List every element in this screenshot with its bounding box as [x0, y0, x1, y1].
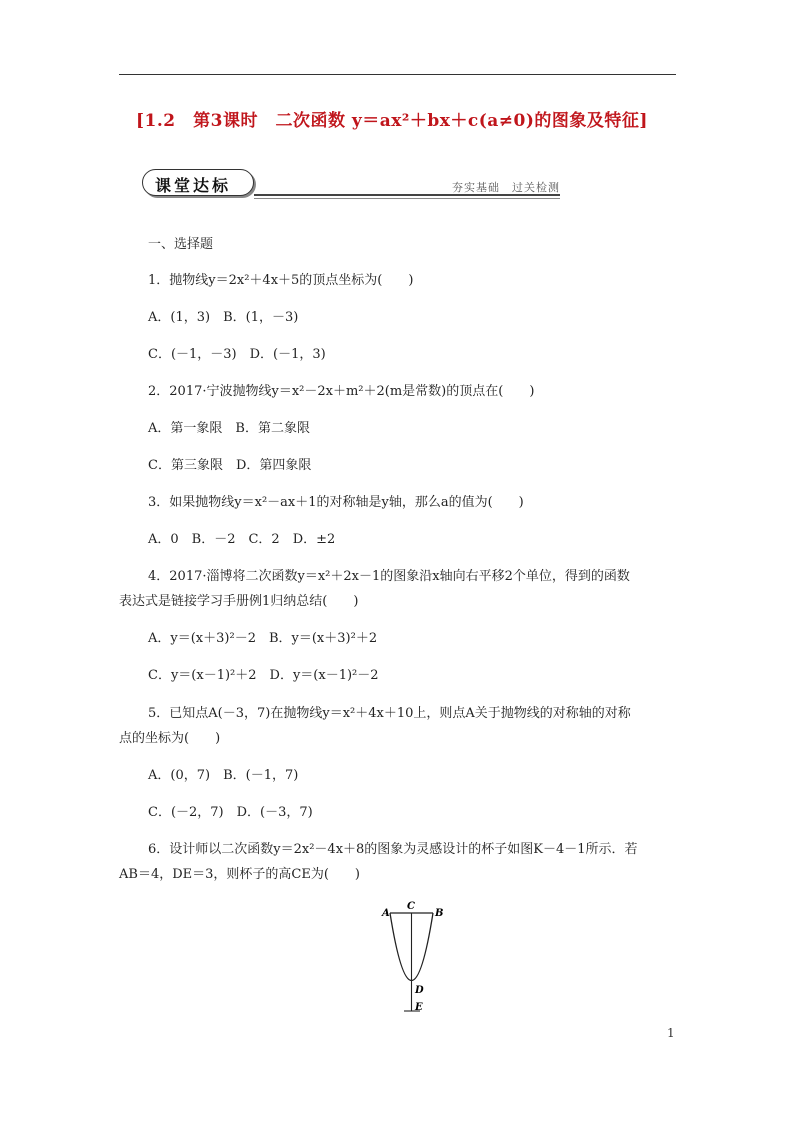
question-6-line-2: AB＝4，DE＝3，则杯子的高CE为( ): [119, 867, 360, 882]
question-4-line-1: 4．2017·淄博将二次函数y＝x²＋2x－1的图象沿x轴向右平移2个单位，得到的函数: [148, 569, 630, 584]
cup-figure: [380, 898, 450, 1018]
page-title: [1.2 第3课时 二次函数 y＝ax²＋bx＋c(a≠0)的图象及特征]: [136, 111, 648, 131]
label-e: E: [415, 1002, 423, 1013]
q2-options-cd: C．第三象限 D．第四象限: [148, 458, 312, 473]
label-b: B: [435, 908, 444, 919]
q5-options-ab: A．(0，7) B．(－1，7): [148, 768, 299, 783]
section-banner: [142, 169, 560, 201]
q4-options-cd: C．y＝(x－1)²＋2 D．y＝(x－1)²－2: [148, 668, 379, 683]
q1-options-ab: A．(1，3) B．(1，－3): [148, 310, 299, 325]
section-tag: [142, 169, 254, 196]
banner-slogan: 夯实基础 过关检测: [452, 181, 560, 194]
top-rule: [119, 74, 676, 75]
section-heading: 一、选择题: [148, 237, 214, 252]
cup-figure-svg: [380, 898, 450, 1018]
q5-options-cd: C．(－2，7) D．(－3，7): [148, 805, 313, 820]
question-5-line-1: 5．已知点A(－3，7)在抛物线y＝x²＋4x＋10上，则点A关于抛物线的对称轴的对称: [148, 706, 631, 721]
q2-options-ab: A．第一象限 B．第二象限: [148, 421, 310, 436]
banner-rule-thin: [254, 198, 560, 199]
question-6-line-1: 6．设计师以二次函数y＝2x²－4x＋8的图象为灵感设计的杯子如图K－4－1所示．若: [148, 842, 638, 857]
page-number: 1: [667, 1026, 675, 1040]
label-c: C: [407, 901, 415, 912]
question-3: 3．如果抛物线y＝x²－ax＋1的对称轴是y轴，那么a的值为( ): [148, 495, 524, 510]
question-2: 2．2017·宁波抛物线y＝x²－2x＋m²＋2(m是常数)的顶点在( ): [148, 384, 535, 399]
question-5-line-2: 点的坐标为( ): [119, 731, 221, 746]
q3-options: A．0 B．－2 C．2 D．±2: [148, 532, 336, 547]
q1-options-cd: C．(－1，－3) D．(－1，3): [148, 347, 326, 362]
section-tag-label: 课堂达标: [155, 176, 232, 195]
label-d: D: [415, 985, 424, 996]
question-1: 1．抛物线y＝2x²＋4x＋5的顶点坐标为( ): [148, 273, 414, 288]
q4-options-ab: A．y＝(x＋3)²－2 B．y＝(x＋3)²＋2: [148, 631, 378, 646]
label-a: A: [382, 908, 390, 919]
question-4-line-2: 表达式是链接学习手册例1归纳总结( ): [119, 594, 359, 609]
